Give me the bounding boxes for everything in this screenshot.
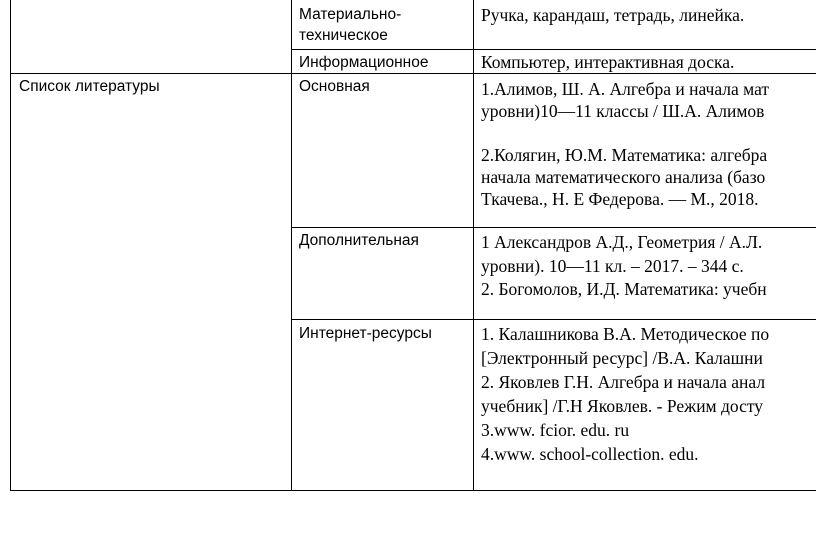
additional-line-3: 2. Богомолов, И.Д. Математика: учебн: [481, 279, 767, 299]
internet-line-3: 2. Яковлев Г.Н. Алгебра и начала анал: [481, 372, 766, 392]
section-title-literature: Список литературы: [19, 78, 160, 95]
internet-link-school-collection: 4.www. school-collection. edu.: [481, 444, 699, 464]
additional-line-1: 1 Александров А.Д., Геометрия / А.Л.: [481, 232, 763, 252]
table-row-divider: [291, 227, 816, 228]
main-line-3: 2.Колягин, Ю.М. Математика: алгебра: [481, 145, 768, 165]
main-line-4: начала математического анализа (базо: [481, 167, 766, 187]
row-label-additional: Дополнительная: [299, 232, 419, 249]
internet-line-1: 1. Калашникова В.А. Методическое по: [481, 324, 770, 344]
row-label-internet: Интернет-ресурсы: [299, 325, 432, 342]
table-border-bottom: [10, 490, 816, 491]
row-label-material-line2: техническое: [299, 27, 388, 44]
row-content-material: Ручка, карандаш, тетрадь, линейка.: [481, 5, 745, 25]
row-content-info: Компьютер, интерактивная доска.: [481, 52, 735, 72]
row-label-material-line1: Материально-: [299, 6, 402, 23]
additional-line-2: уровни). 10—11 кл. – 2017. – 344 с.: [481, 256, 744, 276]
row-label-main: Основная: [299, 78, 370, 95]
main-line-5: Ткачева., Н. Е Федерова. — М., 2018.: [481, 189, 759, 209]
table-row-divider: [291, 49, 816, 50]
main-line-1: 1.Алимов, Ш. А. Алгебра и начала мат: [481, 79, 770, 99]
main-line-2: уровни)10—11 классы / Ш.А. Алимов: [481, 101, 765, 121]
internet-line-4: учебник] /Г.Н Яковлев. - Режим досту: [481, 396, 764, 416]
internet-line-2: [Электронный ресурс] /В.А. Калашни: [481, 348, 763, 368]
table-row-divider: [291, 319, 816, 320]
row-label-info: Информационное: [299, 54, 429, 71]
internet-link-fcior: 3.www. fcior. edu. ru: [481, 420, 630, 440]
